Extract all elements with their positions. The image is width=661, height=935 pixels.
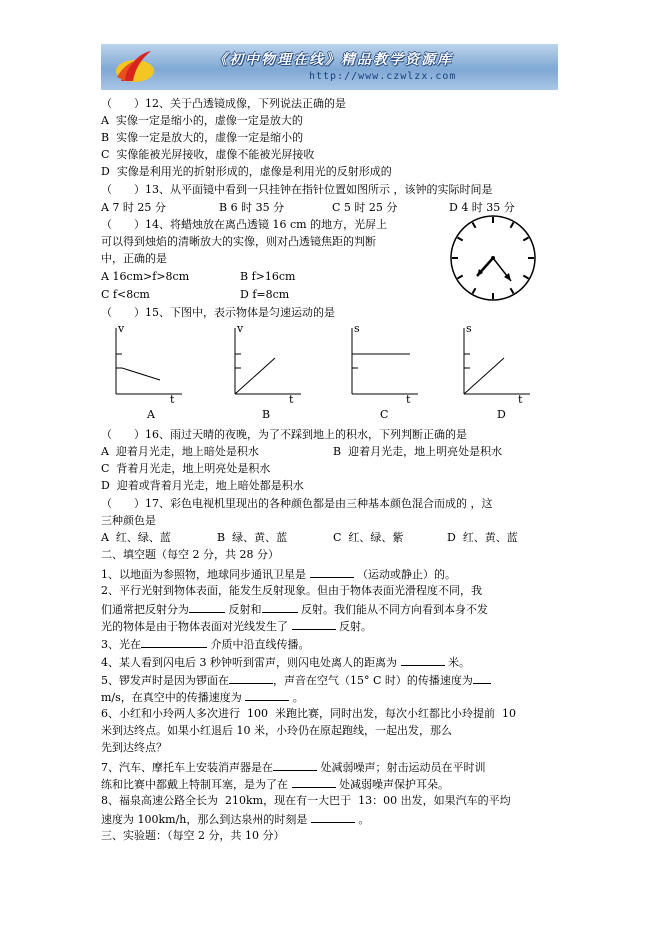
fill-5-blank-3[interactable]	[245, 689, 289, 701]
fill-1-text-a: 1、以地面为参照物，地球同步通讯卫星是	[101, 568, 306, 581]
fill-3-blank[interactable]	[141, 636, 207, 648]
q16-option-d: D 迎着或背着月光走，地上暗处都是积水	[101, 479, 304, 492]
fill-2-blank-3[interactable]	[292, 618, 336, 630]
fill-3-text-b: 介质中沿直线传播。	[210, 638, 310, 651]
graph-b-ylabel: v	[237, 322, 244, 335]
graph-a-xlabel: t	[170, 393, 175, 406]
fill-1-blank[interactable]	[310, 566, 354, 578]
q14-option-a: A 16cm>f>8cm	[101, 270, 190, 283]
q14-stem-line1: （ ）14、将蜡烛放在离凸透镜 16 cm 的地方，光屏上	[101, 218, 388, 231]
fill-2-blank-2[interactable]	[262, 601, 298, 613]
fill-4-blank[interactable]	[401, 654, 445, 666]
fill-7-line1	[101, 759, 486, 775]
q16-option-a: A 迎着月光走，地上暗处是积水	[101, 445, 259, 458]
section3-heading: 三、实验题：（每空 2 分，共 10 分）	[101, 829, 285, 842]
q13-stem: （ ）13、从平面镜中看到一只挂钟在指针位置如图所示 ，该钟的实际时间是	[101, 183, 493, 196]
graph-c-xlabel: t	[406, 393, 411, 406]
fill-7-blank-1[interactable]	[273, 759, 317, 771]
q12-option-c: C 实像能被光屏接收，虚像不能被光屏接收	[101, 148, 315, 161]
fill-2-text-c: 反射。我们能从不同方向看到本身不发	[301, 603, 488, 616]
fill-7-blank-2[interactable]	[292, 776, 336, 788]
q16-stem: （ ）16、雨过天晴的夜晚，为了不踩到地上的积水，下列判断正确的是	[101, 428, 467, 441]
q16-option-b: B 迎着月光走，地上明亮处是积水	[333, 445, 503, 458]
fill-1-text-b: （运动或静止）的。	[357, 568, 456, 581]
fill-5-text-d: 。	[292, 691, 304, 704]
fill-5-blank-2[interactable]	[473, 672, 491, 684]
fill-7-text-a: 7、汽车、摩托车上安装消声器是在	[101, 761, 273, 774]
fill-2-text-e: 反射。	[339, 620, 372, 633]
fill-2-blank-1[interactable]	[189, 601, 225, 613]
site-url: http://www.czwlzx.com	[309, 71, 457, 82]
graph-d-xlabel: t	[518, 393, 523, 406]
fill-2-text-a: 们通常把反射分为	[101, 603, 189, 616]
mirror-clock-figure	[448, 213, 538, 303]
graph-a-letter: A	[147, 408, 155, 421]
fill-6-line3: 先到达终点？	[101, 741, 167, 754]
fill-8-line1: 8、福泉高速公路全长为 210km，现在有一大巴于 13：00 出发，如果汽车的平均	[101, 794, 511, 807]
q14-option-d: D f=8cm	[240, 288, 290, 301]
q13-option-d: D 4 时 35 分	[449, 201, 515, 214]
q12-option-b: B 实像一定是放大的，虚像一定是缩小的	[101, 131, 304, 144]
fill-2-text-b: 反射和	[228, 603, 262, 616]
fill-8-blank[interactable]	[311, 811, 355, 823]
site-title: 《初中物理在线》精品教学资源库	[213, 52, 453, 68]
fill-2-text-d: 光的物体是由于物体表面对光线发生了	[101, 620, 288, 633]
fill-8-line2	[101, 811, 369, 827]
q17-stem-line1: （ ）17、彩色电视机里现出的各种颜色都是由三种基本颜色混合而成的 ，这	[101, 497, 493, 510]
q17-option-b: B 绿、黄、蓝	[217, 531, 288, 544]
fill-5-text-b: ，声音在空气（15° C 时）的传播速度为	[273, 674, 473, 687]
fill-5-blank-1[interactable]	[229, 672, 273, 684]
fill-5-text-c: m/s，在真空中的传播速度为	[101, 691, 242, 704]
fill-1	[101, 566, 456, 582]
graph-b-letter: B	[262, 408, 271, 421]
q12-option-d: D 实像是利用光的折射形成的，虚像是利用光的反射形成的	[101, 165, 392, 178]
fill-7-line2	[101, 776, 449, 792]
q12-option-a: A 实像一定是缩小的，虚像一定是放大的	[101, 114, 303, 127]
fill-5-line1	[101, 672, 491, 688]
q13-option-a: A 7 时 25 分	[101, 201, 166, 214]
graph-d-letter: D	[497, 408, 506, 421]
fill-3-text-a: 3、光在	[101, 638, 141, 651]
fill-2-line1: 2、平行光射到物体表面，能发生反射现象。但由于物体表面光滑程度不同，我	[101, 584, 482, 597]
fill-2-line3	[101, 618, 372, 634]
header-banner	[101, 44, 558, 90]
fill-7-text-c: 练和比赛中都戴上特制耳塞，是为了在	[101, 778, 288, 791]
q14-option-c: C f<8cm	[101, 288, 150, 301]
fill-6-line2: 米到达终点。如果小红退后 10 米，小玲仍在原起跑线，一起出发，那么	[101, 724, 452, 737]
q15-stem: （ ）15、下图中，表示物体是匀速运动的是	[101, 306, 335, 319]
site-logo-icon	[111, 47, 155, 87]
q14-stem-line2: 可以得到烛焰的清晰放大的实像，则对凸透镜焦距的判断	[101, 235, 376, 248]
fill-7-text-b: 处减弱噪声；射击运动员在平时训	[320, 761, 486, 774]
q13-option-c: C 5 时 25 分	[332, 201, 398, 214]
q13-option-b: B 6 时 35 分	[219, 201, 285, 214]
fill-8-text-b: 。	[358, 813, 370, 826]
section2-heading: 二、填空题（每空 2 分，共 28 分）	[101, 548, 279, 561]
q17-option-a: A 红、绿、蓝	[101, 531, 171, 544]
graph-a-ylabel: v	[118, 322, 125, 335]
q17-stem-line2: 三种颜色是	[101, 514, 156, 527]
q17-option-c: C 红、绿、紫	[333, 531, 404, 544]
fill-4-text-b: 米。	[448, 656, 470, 669]
graph-b-xlabel: t	[289, 393, 294, 406]
graph-d-ylabel: s	[466, 322, 472, 335]
fill-4-text-a: 4、某人看到闪电后 3 秒钟听到雷声，则闪电处离人的距离为	[101, 656, 397, 669]
fill-6-line1: 6、小红和小玲两人多次进行 100 米跑比赛，同时出发，每次小红都比小玲提前 10	[101, 707, 516, 720]
fill-4	[101, 654, 470, 670]
q17-option-d: D 红、黄、蓝	[447, 531, 518, 544]
q12-stem: （ ）12、关于凸透镜成像，下列说法正确的是	[101, 97, 346, 110]
fill-7-text-d: 处减弱噪声保护耳朵。	[339, 778, 449, 791]
q16-option-c: C 背着月光走，地上明亮处是积水	[101, 462, 271, 475]
q14-option-b: B f>16cm	[240, 270, 296, 283]
fill-5-text-a: 5、锣发声时是因为锣面在	[101, 674, 229, 687]
q14-stem-line3: 中，正确的是	[101, 252, 167, 265]
fill-2-line2	[101, 601, 488, 617]
graph-c-letter: C	[380, 408, 389, 421]
fill-8-text-a: 速度为 100km/h，那么到达泉州的时刻是	[101, 813, 308, 826]
graph-c-ylabel: s	[354, 322, 360, 335]
fill-3	[101, 636, 310, 652]
fill-5-line2	[101, 689, 304, 705]
